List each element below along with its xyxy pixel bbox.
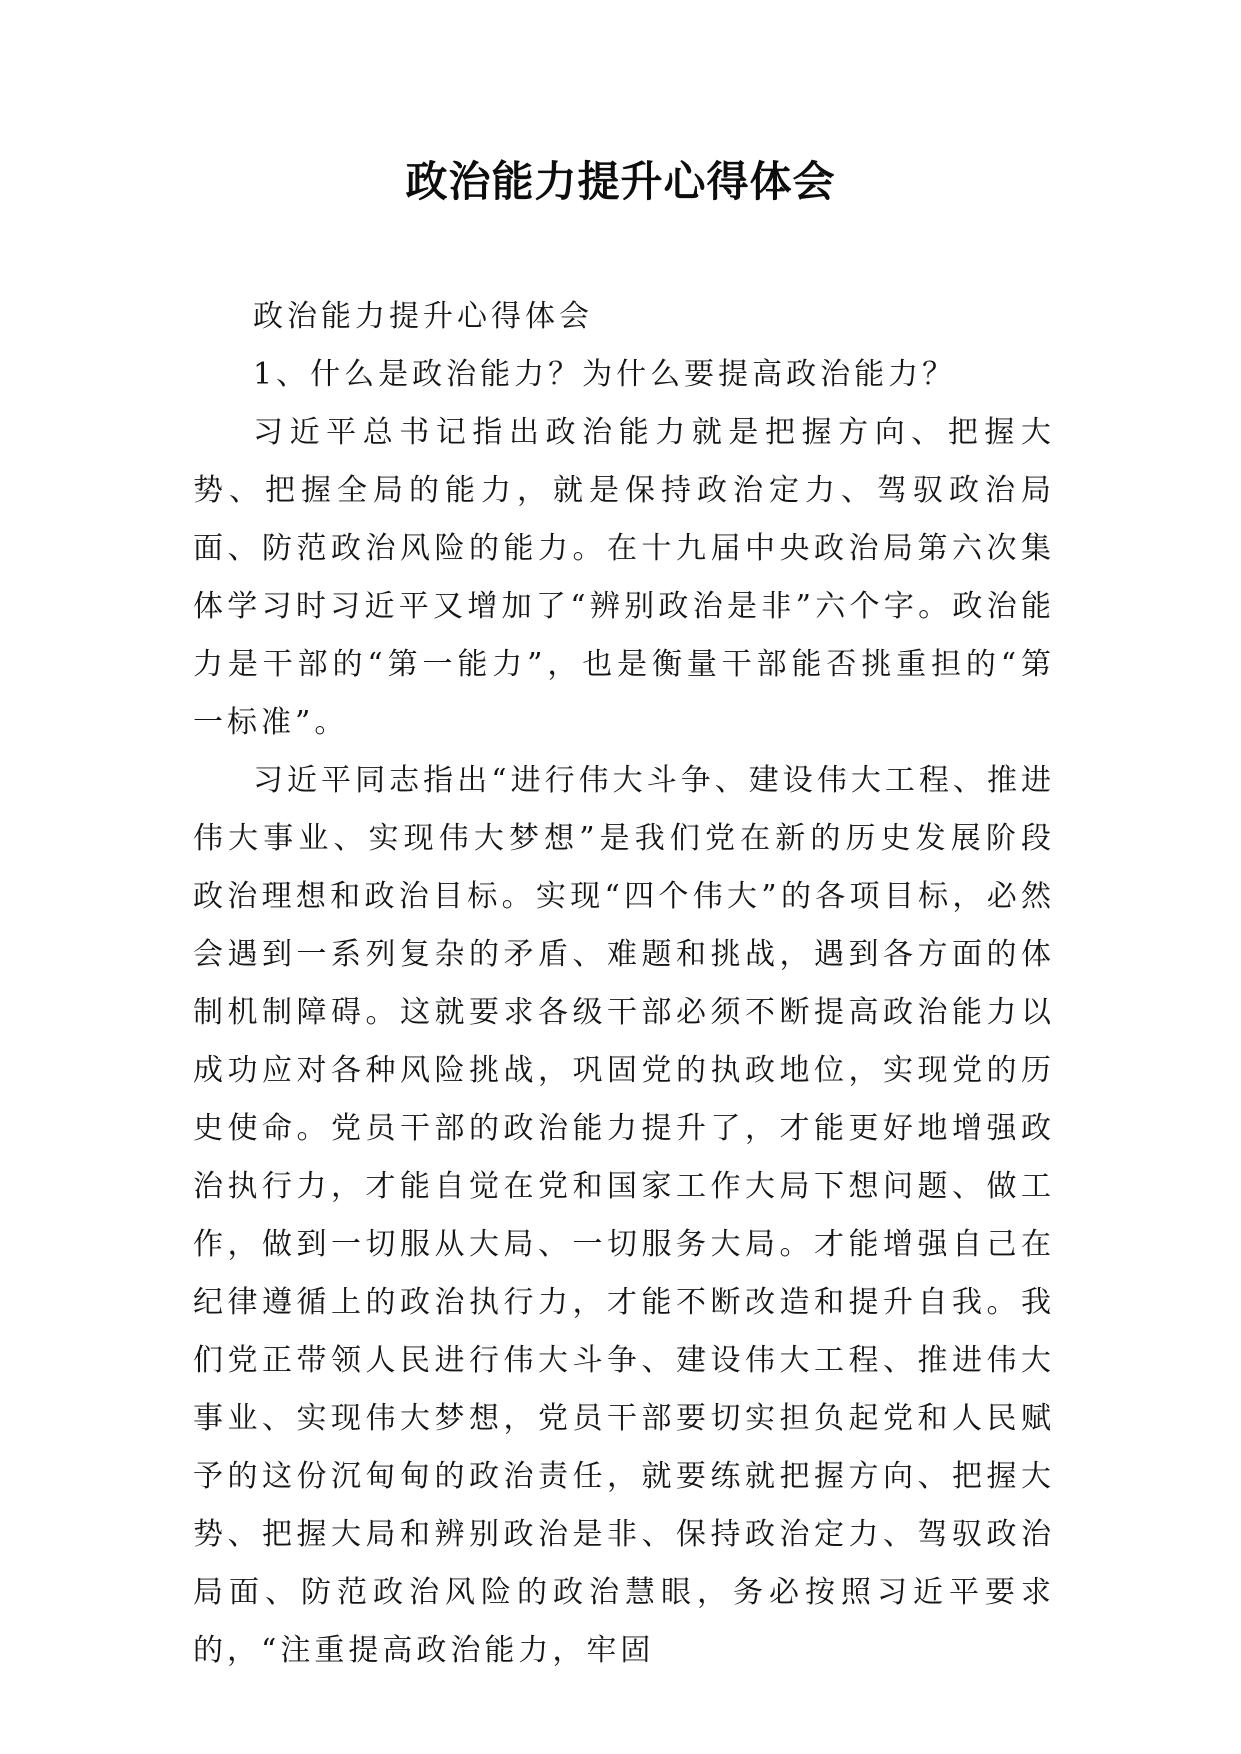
paragraph-question-heading: 1、什么是政治能力？为什么要提高政治能力？ [253, 357, 957, 392]
paragraph-importance: 习近平同志指出“进行伟大斗争、建设伟大工程、推进伟大事业、实现伟大梦想”是我们党在新的历史发展阶段政治理想和政治目标。实现“四个伟大”的各项目标，必然会遇到一系列复杂的矛盾、难题和挑战，遇到各方面的体制机制障碍。这就要求各级干部必须不断提高政治能力以成功应对各种风险挑战，巩固党的执政地位，实现党的历史使命。党员干部的政治能力提升了，才能更好地增强政治执行力，才能自觉在党和国家工作大局下想问题、做工作，做到一切服从大局、一切服务大局。才能增强自己在纪律遵循上的政治执行力，才能不断改造和提升自我。我们党正带领人民进行伟大斗争、建设伟大工程、推进伟大事业、实现伟大梦想，党员干部要切实担负起党和人民赋予的这份沉甸甸的政治责任，就要练就把握方向、把握大势、把握大局和辨别政治是非、保持政治定力、驾驭政治局面、防范政治风险的政治慧眼，务必按照习近平要求的，“注重提高政治能力，牢固 [193, 763, 1055, 1668]
document-body [193, 288, 1055, 1680]
document-title: 政治能力提升心得体会 [405, 157, 836, 206]
paragraph-subtitle: 政治能力提升心得体会 [253, 299, 593, 334]
paragraph-definition: 习近平总书记指出政治能力就是把握方向、把握大势、把握全局的能力，就是保持政治定力、驾驭政治局面、防范政治风险的能力。在十九届中央政治局第六次集体学习时习近平又增加了“辨别政治是非”六个字。政治能力是干部的“第一能力”，也是衡量干部能否挑重担的“第一标准”。 [193, 415, 1055, 740]
